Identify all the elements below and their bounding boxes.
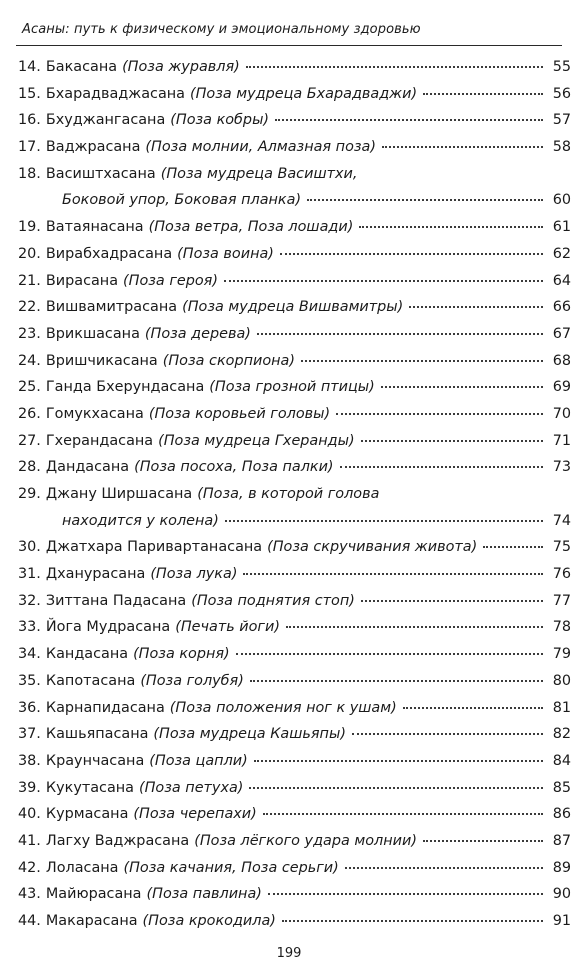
entry-number: 18. bbox=[18, 165, 41, 182]
dot-leader bbox=[249, 787, 543, 789]
dot-leader bbox=[243, 573, 543, 575]
toc-entry-continuation[interactable] bbox=[18, 187, 571, 214]
toc-entry[interactable] bbox=[18, 828, 571, 855]
entry-number: 42. bbox=[18, 859, 41, 876]
page-ref: 90 bbox=[552, 886, 571, 903]
asana-name: Кандасана bbox=[45, 646, 129, 663]
toc-entry[interactable] bbox=[18, 908, 571, 935]
toc-entry[interactable] bbox=[18, 614, 571, 641]
page-ref: 79 bbox=[552, 646, 571, 663]
asana-translation: (Поза молнии, Алмазная поза) bbox=[145, 139, 376, 156]
toc-entry[interactable] bbox=[18, 481, 571, 508]
dot-leader bbox=[286, 626, 543, 628]
asana-name: Вирабхадрасана bbox=[45, 245, 173, 262]
asana-name: Кашьяпасана bbox=[45, 726, 149, 743]
entry-number: 44. bbox=[18, 913, 41, 929]
asana-translation: (Поза черепахи) bbox=[133, 806, 257, 823]
asana-name: Васиштхасана bbox=[45, 165, 156, 182]
toc-entry[interactable] bbox=[18, 534, 571, 561]
asana-translation: (Поза мудреца Бхарадваджи) bbox=[190, 85, 418, 102]
toc-entry[interactable] bbox=[18, 107, 571, 134]
asana-translation: (Поза качания, Поза серьги) bbox=[123, 859, 339, 876]
page-ref: 75 bbox=[552, 539, 571, 556]
dot-leader bbox=[382, 146, 543, 148]
entry-number: 41. bbox=[18, 832, 41, 849]
page-ref: 84 bbox=[552, 752, 571, 769]
toc-entry[interactable] bbox=[18, 855, 571, 882]
asana-name: Ваджрасана bbox=[45, 139, 141, 156]
asana-translation: (Поза поднятия стоп) bbox=[191, 592, 355, 609]
entry-number: 19. bbox=[18, 219, 41, 236]
dot-leader bbox=[280, 253, 543, 255]
dot-leader bbox=[423, 840, 543, 842]
page-ref: 89 bbox=[552, 859, 571, 876]
page-ref: 69 bbox=[552, 379, 571, 396]
asana-translation: (Поза цапли) bbox=[149, 752, 248, 769]
asana-name: Лоласана bbox=[45, 859, 119, 876]
entry-number: 37. bbox=[18, 726, 41, 743]
page-ref: 57 bbox=[552, 112, 571, 129]
asana-name: Макарасана bbox=[45, 913, 138, 929]
asana-translation: (Поза скорпиона) bbox=[162, 352, 295, 369]
dot-leader bbox=[224, 280, 543, 282]
page-ref: 74 bbox=[552, 512, 571, 529]
page-ref: 68 bbox=[552, 352, 571, 369]
page-ref: 81 bbox=[552, 699, 571, 716]
toc-entry[interactable] bbox=[18, 268, 571, 295]
toc-entry[interactable] bbox=[18, 321, 571, 348]
toc-entry[interactable] bbox=[18, 721, 571, 748]
entry-number: 40. bbox=[18, 806, 41, 823]
asana-name: Вишвамитрасана bbox=[45, 299, 178, 316]
dot-leader bbox=[268, 893, 543, 895]
dot-leader bbox=[361, 600, 543, 602]
asana-translation: (Поза мудреца Васиштхи, bbox=[160, 165, 358, 182]
toc-entry[interactable] bbox=[18, 588, 571, 615]
entry-number: 26. bbox=[18, 405, 41, 422]
page-number: 199 bbox=[276, 946, 302, 961]
asana-name: Майюрасана bbox=[45, 886, 142, 903]
entry-number: 29. bbox=[18, 486, 41, 502]
asana-translation: (Поза корня) bbox=[133, 646, 230, 663]
dot-leader bbox=[423, 93, 543, 95]
asana-translation: (Поза дерева) bbox=[144, 325, 251, 342]
page-ref: 78 bbox=[552, 619, 571, 636]
asana-translation: (Поза голубя) bbox=[140, 672, 244, 689]
page-ref: 55 bbox=[552, 59, 571, 75]
asana-name: Ватаянасана bbox=[45, 219, 144, 236]
asana-translation: (Поза журавля) bbox=[122, 59, 240, 75]
asana-translation: (Поза скручивания живота) bbox=[267, 539, 478, 556]
entry-number: 32. bbox=[18, 592, 41, 609]
asana-translation: (Поза лёгкого удара молнии) bbox=[194, 832, 417, 849]
dot-leader bbox=[254, 760, 543, 762]
toc-entry[interactable] bbox=[18, 775, 571, 802]
asana-name: Зиттана Падасана bbox=[45, 592, 187, 609]
entry-number: 23. bbox=[18, 325, 41, 342]
dot-leader bbox=[336, 413, 543, 415]
toc-entry[interactable] bbox=[18, 348, 571, 375]
page-ref: 77 bbox=[552, 592, 571, 609]
toc-entry[interactable] bbox=[18, 668, 571, 695]
toc-entry[interactable] bbox=[18, 294, 571, 321]
page-ref: 87 bbox=[552, 832, 571, 849]
dot-leader bbox=[246, 66, 543, 68]
entry-number: 24. bbox=[18, 352, 41, 369]
asana-name: Гхерандасана bbox=[45, 432, 154, 449]
asana-translation: (Поза грозной птицы) bbox=[209, 379, 375, 396]
toc-entry[interactable] bbox=[18, 428, 571, 455]
entry-number: 16. bbox=[18, 112, 41, 129]
toc-entry[interactable] bbox=[18, 748, 571, 775]
dot-leader bbox=[403, 707, 543, 709]
toc-entry[interactable] bbox=[18, 641, 571, 668]
toc-entry[interactable] bbox=[18, 134, 571, 161]
toc-entry[interactable] bbox=[18, 695, 571, 722]
dot-leader bbox=[263, 813, 543, 815]
dot-leader bbox=[352, 733, 543, 735]
asana-name: Ганда Бхерундасана bbox=[45, 379, 205, 396]
dot-leader bbox=[225, 520, 543, 522]
dot-leader bbox=[301, 360, 543, 362]
asana-name: Гомукхасана bbox=[45, 405, 144, 422]
page-ref: 82 bbox=[552, 726, 571, 743]
asana-name: Курмасана bbox=[45, 806, 129, 823]
asana-translation: (Поза героя) bbox=[123, 272, 218, 289]
asana-name: Йога Мудрасана bbox=[45, 619, 171, 636]
page-ref: 66 bbox=[552, 299, 571, 316]
asana-translation: (Поза лука) bbox=[150, 566, 238, 583]
toc-entry[interactable] bbox=[18, 374, 571, 401]
asana-translation: (Поза павлина) bbox=[146, 886, 262, 903]
page-ref: 61 bbox=[552, 219, 571, 236]
page-ref: 64 bbox=[552, 272, 571, 289]
asana-translation: (Поза кобры) bbox=[170, 112, 270, 129]
asana-name: Лагху Ваджрасана bbox=[45, 832, 190, 849]
asana-translation: (Поза крокодила) bbox=[142, 913, 276, 929]
asana-name: Джану Ширшасана bbox=[45, 486, 193, 502]
asana-translation: (Печать йоги) bbox=[175, 619, 280, 636]
toc-entry[interactable] bbox=[18, 561, 571, 588]
toc-entry[interactable] bbox=[18, 801, 571, 828]
asana-translation: (Поза мудреца Вишвамитры) bbox=[182, 299, 404, 316]
asana-translation: (Поза ветра, Поза лошади) bbox=[148, 219, 354, 236]
table-of-contents bbox=[18, 54, 571, 935]
page-ref: 58 bbox=[552, 139, 571, 156]
entry-number: 14. bbox=[18, 59, 41, 75]
asana-name: Вришчикасана bbox=[45, 352, 158, 369]
entry-number: 36. bbox=[18, 699, 41, 716]
toc-entry[interactable] bbox=[18, 241, 571, 268]
header-rule bbox=[16, 45, 562, 46]
page-ref: 80 bbox=[552, 672, 571, 689]
entry-number: 17. bbox=[18, 139, 41, 156]
asana-name: Дханурасана bbox=[45, 566, 146, 583]
entry-number: 33. bbox=[18, 619, 41, 636]
asana-name: Кукутасана bbox=[45, 779, 134, 796]
entry-number: 20. bbox=[18, 245, 41, 262]
entry-number: 28. bbox=[18, 459, 41, 476]
dot-leader bbox=[361, 440, 543, 442]
entry-number: 22. bbox=[18, 299, 41, 316]
asana-translation-continued: Боковой упор, Боковая планка) bbox=[62, 192, 302, 209]
toc-entry[interactable] bbox=[18, 454, 571, 481]
entry-number: 35. bbox=[18, 672, 41, 689]
running-head: Асаны: путь к физическому и эмоциональному здоровью bbox=[22, 22, 421, 37]
dot-leader bbox=[236, 653, 543, 655]
dot-leader bbox=[340, 466, 543, 468]
asana-name: Краунчасана bbox=[45, 752, 145, 769]
dot-leader bbox=[250, 680, 543, 682]
toc-entry-continuation[interactable] bbox=[18, 508, 571, 535]
dot-leader bbox=[275, 119, 543, 121]
asana-name: Дандасана bbox=[45, 459, 130, 476]
page-ref: 56 bbox=[552, 85, 571, 102]
page-ref: 76 bbox=[552, 566, 571, 583]
asana-name: Бхуджангасана bbox=[45, 112, 166, 129]
dot-leader bbox=[307, 199, 543, 201]
page-ref: 73 bbox=[552, 459, 571, 476]
toc-entry[interactable] bbox=[18, 881, 571, 908]
page-ref: 67 bbox=[552, 325, 571, 342]
dot-leader bbox=[381, 386, 543, 388]
asana-translation: (Поза мудреца Гхеранды) bbox=[158, 432, 355, 449]
entry-number: 21. bbox=[18, 272, 41, 289]
entry-number: 27. bbox=[18, 432, 41, 449]
dot-leader bbox=[345, 867, 543, 869]
page-ref: 85 bbox=[552, 779, 571, 796]
asana-translation: (Поза мудреца Кашьяпы) bbox=[153, 726, 346, 743]
asana-name: Джатхара Паривартанасана bbox=[45, 539, 263, 556]
entry-number: 31. bbox=[18, 566, 41, 583]
entry-number: 15. bbox=[18, 85, 41, 102]
entry-number: 34. bbox=[18, 646, 41, 663]
asana-translation: (Поза положения ног к ушам) bbox=[169, 699, 397, 716]
page-ref: 86 bbox=[552, 806, 571, 823]
asana-name: Карнапидасана bbox=[45, 699, 165, 716]
page-ref: 70 bbox=[552, 405, 571, 422]
asana-name: Капотасана bbox=[45, 672, 136, 689]
dot-leader bbox=[359, 226, 543, 228]
toc-entry[interactable] bbox=[18, 214, 571, 241]
asana-name: Бакасана bbox=[45, 59, 118, 75]
dot-leader bbox=[409, 306, 543, 308]
asana-translation-continued: находится у колена) bbox=[62, 512, 219, 529]
asana-translation: (Поза, в которой голова bbox=[197, 486, 380, 502]
dot-leader bbox=[483, 546, 543, 548]
entry-number: 43. bbox=[18, 886, 41, 903]
asana-translation: (Поза коровьей головы) bbox=[148, 405, 331, 422]
page-ref: 71 bbox=[552, 432, 571, 449]
asana-translation: (Поза петуха) bbox=[139, 779, 244, 796]
toc-entry[interactable] bbox=[18, 81, 571, 108]
asana-translation: (Поза воина) bbox=[177, 245, 274, 262]
dot-leader bbox=[257, 333, 543, 335]
page-ref: 91 bbox=[552, 913, 571, 929]
entry-number: 25. bbox=[18, 379, 41, 396]
toc-entry[interactable] bbox=[18, 161, 571, 188]
asana-name: Врикшасана bbox=[45, 325, 140, 342]
toc-entry[interactable] bbox=[18, 401, 571, 428]
entry-number: 38. bbox=[18, 752, 41, 769]
page-ref: 62 bbox=[552, 245, 571, 262]
entry-number: 30. bbox=[18, 539, 41, 556]
entry-number: 39. bbox=[18, 779, 41, 796]
page-ref: 60 bbox=[552, 192, 571, 209]
asana-name: Бхарадваджасана bbox=[45, 85, 185, 102]
toc-entry[interactable] bbox=[18, 54, 571, 81]
dot-leader bbox=[282, 920, 543, 922]
asana-name: Вирасана bbox=[45, 272, 119, 289]
asana-translation: (Поза посоха, Поза палки) bbox=[134, 459, 334, 476]
